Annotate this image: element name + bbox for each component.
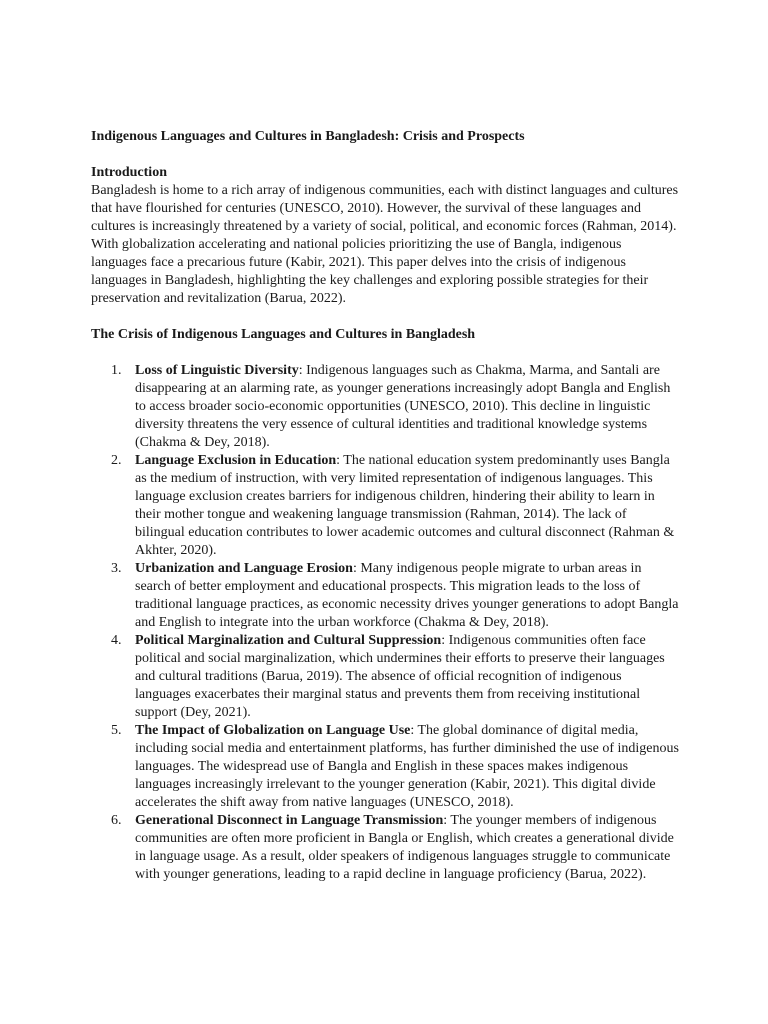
crisis-list (91, 362, 679, 884)
crisis-section-heading: The Crisis of Indigenous Languages and Cultures in Bangladesh (91, 327, 476, 342)
list-item-text: : Indigenous communities often face political and social marginalization, which undermines their efforts to preserve their languages and cultural traditions (Barua, 2019). The absence of official recognition of indigenous languages exacerbates their marginal status and prevents them from receiving institutional support (Dey, 2021). (135, 633, 665, 720)
list-item-number: 5. (111, 723, 122, 738)
list-item-number: 2. (111, 453, 122, 468)
list-item-term: Loss of Linguistic Diversity (135, 363, 299, 378)
document-page (91, 128, 679, 884)
introduction-heading: Introduction (91, 165, 167, 180)
list-item-text: : The global dominance of digital media, including social media and entertainment platforms, has further diminished the use of indigenous languages. The widespread use of Bangla and English in these spaces makes indigenous languages increasingly irrelevant to the younger generation (Kabir, 2021). This digital divide accelerates the shift away from native languages (UNESCO, 2018). (135, 723, 679, 810)
list-item-text: : Indigenous languages such as Chakma, Marma, and Santali are disappearing at an alarming rate, as younger generations increasingly adopt Bangla and English to access broader socio-economic opportunities (UNESCO, 2010). This decline in linguistic diversity threatens the very essence of cultural identities and traditional knowledge systems (Chakma & Dey, 2018). (135, 363, 671, 450)
document-title: Indigenous Languages and Cultures in Bangladesh: Crisis and Prospects (91, 129, 525, 144)
list-item (91, 812, 679, 884)
list-item-term: Language Exclusion in Education (135, 453, 337, 468)
list-item-number: 6. (111, 813, 122, 828)
list-item (91, 722, 679, 812)
list-item-term: Political Marginalization and Cultural Suppression (135, 633, 442, 648)
list-item (91, 452, 679, 560)
list-item (91, 632, 679, 722)
list-item (91, 362, 679, 452)
list-item-term: Generational Disconnect in Language Transmission (135, 813, 444, 828)
list-item-text: : The national education system predominantly uses Bangla as the medium of instruction, with very limited representation of indigenous languages. This language exclusion creates barriers for indigenous children, hindering their ability to learn in their mother tongue and weakening language transmission (Rahman, 2014). The lack of bilingual education contributes to lower academic outcomes and cultural disconnect (Rahman & Akhter, 2020). (135, 453, 675, 558)
list-item-number: 1. (111, 363, 122, 378)
list-item-number: 3. (111, 561, 122, 576)
list-item-number: 4. (111, 633, 122, 648)
list-item-term: The Impact of Globalization on Language Use (135, 723, 411, 738)
list-item-text: : Many indigenous people migrate to urban areas in search of better employment and educational prospects. This migration leads to the loss of traditional language practices, as economic necessity drives younger generations to adopt Bangla and English to integrate into the urban workforce (Chakma & Dey, 2018). (135, 561, 679, 630)
list-item (91, 560, 679, 632)
introduction-paragraph: Bangladesh is home to a rich array of indigenous communities, each with distinct languages and cultures that have flourished for centuries (UNESCO, 2010). However, the survival of these languages and cultures is increasingly threatened by a variety of social, political, and economic forces (Rahman, 2014). With globalization accelerating and national policies prioritizing the use of Bangla, indigenous languages face a precarious future (Kabir, 2021). This paper delves into the crisis of indigenous languages in Bangladesh, highlighting the key challenges and exploring possible strategies for their preservation and revitalization (Barua, 2022). (91, 183, 679, 306)
list-item-term: Urbanization and Language Erosion (135, 561, 353, 576)
list-item-text: : The younger members of indigenous communities are often more proficient in Bangla or English, which creates a generational divide in language usage. As a result, older speakers of indigenous languages struggle to communicate with younger generations, leading to a rapid decline in language proficiency (Barua, 2022). (135, 813, 674, 882)
